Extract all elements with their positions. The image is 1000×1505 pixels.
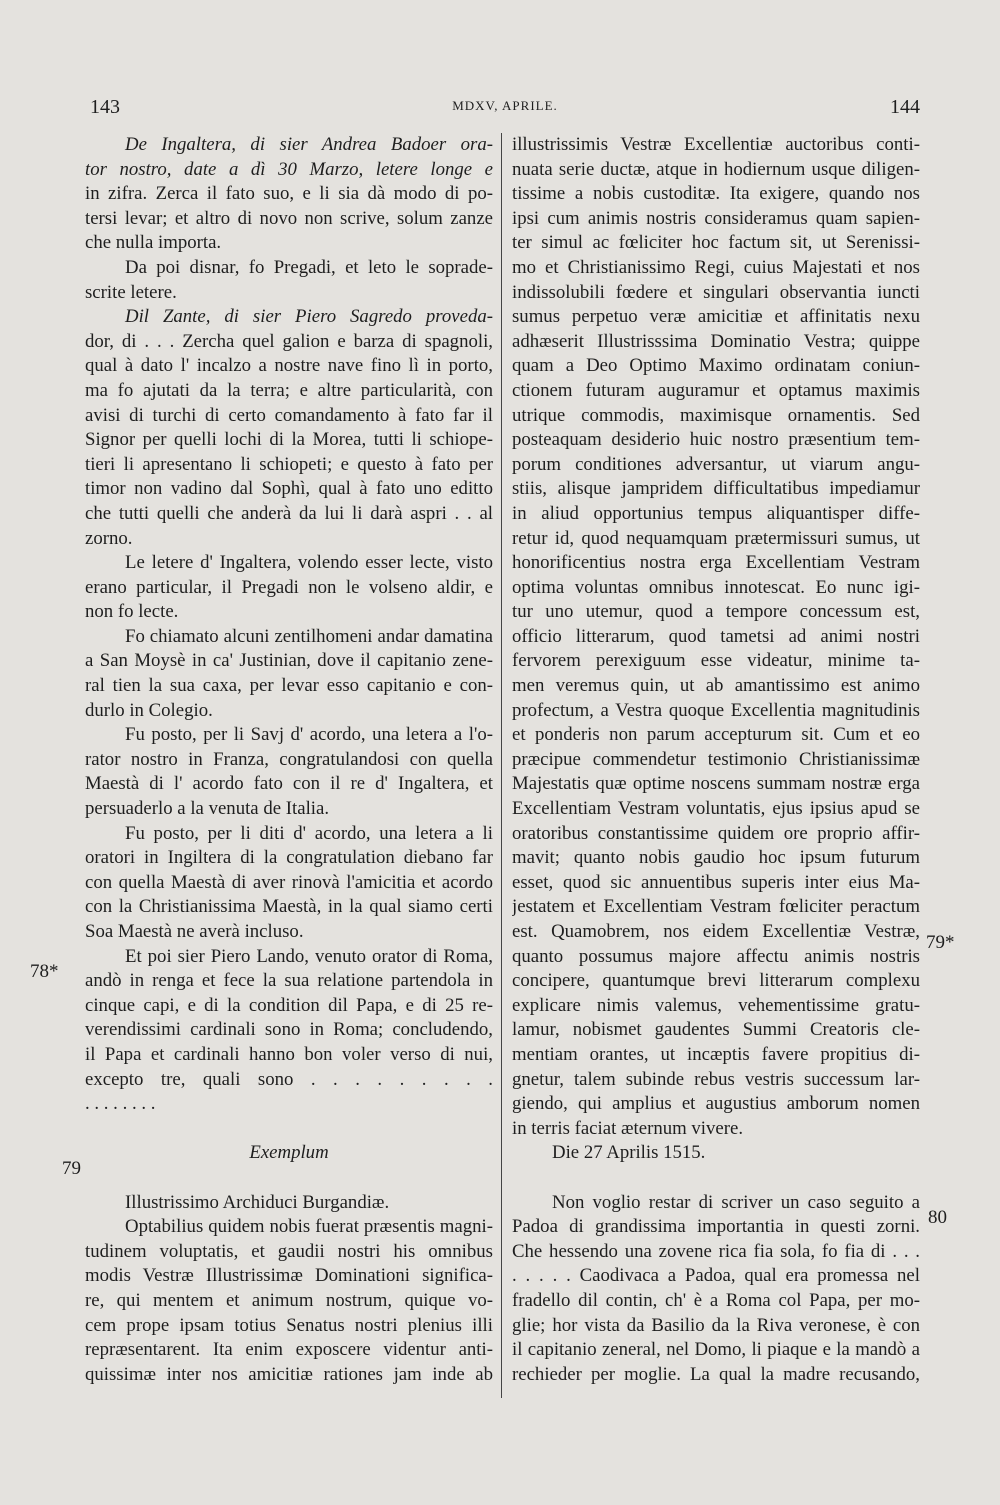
text-line: sumus perpetuo veræ amicitiæ et affinitatis nexu (512, 306, 920, 328)
text-line: Optabilius quidem nobis fuerat præsentis magni- (125, 1216, 493, 1238)
text-line: Fo chiamato alcuni zentilhomeni andar damatina (125, 625, 493, 647)
text-line: repræsentarent. Ita enim exposcere videntur anti- (85, 1339, 493, 1361)
text-line: giendo, qui amplius et augustius amborum nomen (512, 1093, 920, 1115)
right-text-column (512, 133, 920, 1387)
text-line: rator nostro in Franza, congratulandosi con quella (85, 748, 493, 770)
text-line: Maestà di l' acordo fato con il re d' Ingaltera, et (85, 773, 493, 795)
text-line: in terris faciat æternum vivere. (512, 1117, 744, 1139)
text-line: mo et Christianissimo Regi, cuius Majestati et nos (512, 256, 920, 278)
text-line: Non voglio restar di scriver un caso seguito a (552, 1191, 920, 1213)
text-line: nuata serie ductæ, atque in hodiernum usque diligen- (512, 158, 920, 180)
text-line: esset, quod sic annuentibus superis inter eius Ma- (512, 871, 920, 893)
text-line: concipere, quantumque brevi litterarum complexu (512, 970, 920, 992)
text-line: tissime a nobis custoditæ. Ita exigere, quando nos (512, 183, 920, 205)
text-line: gnetur, talem subinde rebus vestris successum lar- (512, 1068, 920, 1090)
text-line: explicare nimis valemus, vehementissime gratu- (512, 994, 920, 1016)
text-line: il Papa et cardinali hanno bon voler verso di nui, (85, 1043, 493, 1065)
text-line: con quella Maestà di aver rinovà l'amicitia et acordo (85, 871, 493, 893)
text-line: Soa Maestà ne averà incluso. (85, 921, 304, 942)
text-line: dor, di . . . Zercha quel galion e barza di spagnoli, (85, 330, 493, 352)
text-line: porum conditiones adversantur, ut viarum angu- (512, 453, 920, 475)
text-line: adhæserit Illustrisssima Dominatio Vestra; quippe (512, 330, 920, 352)
text-line: utrique commodis, maximisque ornamentis. Sed (512, 404, 920, 426)
text-line: timor non vadino dal Sophì, qual à fato uno editto (85, 478, 493, 500)
text-line: posteaquam desiderio huic nostro præsentium tem- (512, 429, 920, 451)
text-line: in zifra. Zerca il fato suo, e li sia dà modo di po- (85, 183, 493, 205)
text-line: cem prope ipsam totius Senatus nostri plenius illi (85, 1314, 493, 1336)
blank-line (512, 1166, 920, 1191)
running-title: MDXV, APRILE. (452, 98, 558, 113)
margin-note-80: 80 (928, 1207, 947, 1228)
text-line: modis Vestræ Illustrissimæ Dominationi significa- (85, 1265, 493, 1287)
text-line: Fu posto, per li diti d' acordo, una letera a li (125, 822, 493, 844)
text-line: De Ingaltera, di sier Andrea Badoer ora- (125, 134, 493, 155)
text-line: tudinem voluptatis, et gaudii nostri his omnibus (85, 1240, 493, 1262)
text-line: Signor per quelli lochi di la Morea, tutti li schiope- (85, 429, 493, 451)
text-line: illustrissimis Vestræ Excellentiæ auctoribus conti- (512, 134, 920, 155)
text-line: glie; hor vista da Basilio da la Riva veronese, è con (512, 1314, 920, 1336)
text-line: ctionem futuram auguramur et optamus maximis (512, 379, 920, 401)
text-line: officio litterarum, quod tametsi ad animi nostri (512, 625, 920, 647)
blank-line (85, 1117, 493, 1142)
text-line: men veremus quin, ut ab amantissimo est animo (512, 675, 920, 697)
text-line: Majestatis quæ optime noscens summam nostræ erga (512, 773, 920, 795)
text-line: che nulla importa. (85, 232, 222, 254)
text-line: zorno. (85, 527, 133, 549)
text-line: fervorem perexiguum esse videatur, minime ta- (512, 650, 920, 672)
text-line: Et poi sier Piero Lando, venuto orator di Roma, (125, 945, 493, 967)
text-line: quam a Deo Optimo Maximo ordinatam coniun- (512, 355, 920, 377)
text-line: excepto tre, quali sono . . . . . . . . . (85, 1068, 493, 1090)
text-line: quissimæ inter nos amicitiæ rationes jam inde ab (85, 1363, 493, 1385)
page-header (90, 96, 920, 126)
text-line: cinque capi, e di la condition dil Papa, e di 25 re- (85, 994, 493, 1016)
margin-note-79-left: 79 (62, 1158, 81, 1179)
text-line: in aliud opportunius tempus aliquantisper diffe- (512, 502, 920, 524)
text-line: qual à dato l' incalzo a nostre nave fino lì in porto, (85, 355, 493, 377)
text-line: mavit; quanto nobis gaudio hoc ipsum futurum (512, 847, 920, 869)
text-line: honorificentius nostra erga Excellentiam Vestram (512, 552, 920, 574)
column-divider (501, 133, 502, 1398)
text-line: verendissimi cardinali sono in Roma; concludendo, (85, 1019, 493, 1041)
text-line: tor nostro, date a dì 30 Marzo, letere longe e (85, 158, 493, 180)
text-line: . . . . . Caodivaca a Padoa, qual era promessa nel (512, 1265, 920, 1287)
text-line: est. Quamobrem, nos eidem Excellentiæ Vestræ, (512, 921, 920, 942)
margin-note-79-right: 79* (926, 932, 955, 953)
text-line: Exemplum (249, 1142, 329, 1164)
text-line: præcipue commendetur testimonio Christianissimæ (512, 748, 920, 770)
text-line: ipsi cum animis nostris consideramus quam sapien- (512, 207, 920, 229)
text-line: oratori in Ingiltera di la congratulation diebano far (85, 847, 493, 869)
text-line: con la Christianissima Maestà, in la qual siamo certi (85, 896, 493, 918)
text-line: durlo in Colegio. (85, 699, 213, 721)
text-line: Excellentiam Vestram voluntatis, ejus ipsius apud se (512, 798, 920, 820)
text-line: Padoa di grandissima importantia in questi zorni. (512, 1216, 920, 1238)
text-line: et ponderis non parum accepturum sit. Cum et eo (512, 724, 920, 746)
text-line: ma fo ajutati da la terra; e altre particularità, con (85, 379, 493, 401)
text-line: profectum, a Vestra quoque Excellentia magnitudinis (512, 699, 920, 721)
text-line: ter simul ac fœliciter hoc factum sit, ut Serenissi- (512, 232, 920, 254)
text-line: tersi levar; et altro di novo non scrive, solum zanze (85, 207, 493, 229)
text-line: erano particular, il Pregadi non le volseno aldir, e (85, 576, 493, 598)
text-line: retur id, quod nequamquam prætermissuri sumus, ut (512, 527, 920, 549)
text-line: che tutti quelli che anderà da lui li darà aspri . . al (85, 502, 493, 524)
blank-line (85, 1166, 493, 1191)
text-line: a San Moysè in ca' Justinian, dove il capitanio zene- (85, 650, 493, 672)
page-number-right: 144 (890, 96, 920, 118)
text-line: fradello dil contin, ch' è a Roma col Papa, per mo- (512, 1289, 920, 1311)
text-line: Fu posto, per li Savj d' acordo, una letera a l'o- (125, 724, 493, 746)
text-line: mentiam orantes, ut incæptis favere propitius di- (512, 1043, 920, 1065)
text-line: andò in renga et fece la sua relatione partendola in (85, 970, 493, 992)
text-line: Dil Zante, di sier Piero Sagredo proveda- (125, 306, 493, 328)
text-line: ral tien la sua caxa, per levar esso capitanio e con- (85, 675, 493, 697)
text-line: lamur, nobismet gaudentes Summi Creatoris cle- (512, 1019, 920, 1041)
text-line: tur uno utemur, quod a tempore concessum est, (512, 601, 920, 623)
left-text-column (85, 133, 493, 1387)
text-line: il capitanio zeneral, nel Domo, li piaque e la mandò a (512, 1339, 920, 1361)
text-line: oratoribus constantissime quidem ore proprio affir- (512, 822, 920, 844)
text-line: Die 27 Aprilis 1515. (552, 1142, 706, 1164)
text-line: scrite letere. (85, 281, 177, 303)
margin-note-78: 78* (30, 961, 59, 982)
text-line: avisi di turchi di certo comandamento à fato far il (85, 404, 493, 426)
text-line: stiis, alisque jampridem difficultatibus impediamur (512, 478, 920, 500)
text-line: indissolubili fœdere et singulari observantia iuncti (512, 281, 920, 303)
page-number-left: 143 (90, 96, 120, 118)
text-line: tieri li apresentano li schiopeti; e questo à fato per (85, 453, 493, 475)
text-line: persuaderlo a la venuta de Italia. (85, 798, 330, 820)
text-line: rechieder per moglie. La qual la madre recusando, (512, 1363, 920, 1385)
text-line: . . . . . . . . (85, 1093, 156, 1115)
text-line: Che hessendo una zovene rica fia sola, fo fia di . . . (512, 1240, 920, 1262)
text-line: non fo lecte. (85, 601, 179, 623)
text-line: jestatem et Excellentiam Vestram fœliciter peractum (512, 896, 920, 918)
text-line: optima voluntas omnibus innotescat. Eo nunc igi- (512, 576, 920, 598)
text-line: Le letere d' Ingaltera, volendo esser lecte, visto (125, 552, 493, 574)
text-line: Da poi disnar, fo Pregadi, et leto le soprade- (125, 256, 493, 278)
text-line: quanto possumus majore affectu animis nostris (512, 945, 920, 967)
text-line: re, qui mentem et animum nostrum, quique vo- (85, 1289, 493, 1311)
text-line: Illustrissimo Archiduci Burgandiæ. (125, 1191, 390, 1213)
